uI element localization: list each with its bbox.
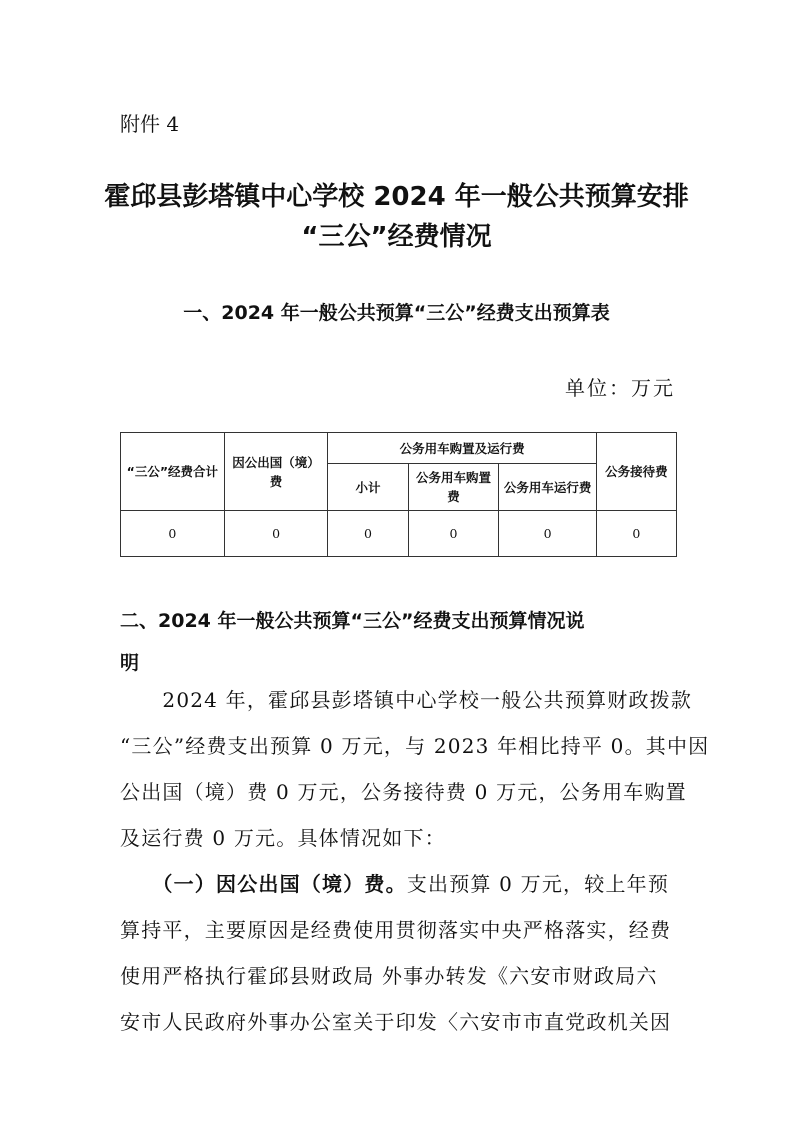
paragraph-line: 算持平，主要原因是经费使用贯彻落实中央严格落实，经费	[120, 918, 672, 942]
paragraph-line: 公出国（境）费 0 万元，公务接待费 0 万元，公务用车购置	[120, 780, 687, 804]
section2-heading-line-1: 二、2024 年一般公共预算“三公”经费支出预算情况说	[120, 610, 585, 632]
subsection-lead: （一）因公出国（境）费。	[120, 872, 407, 896]
section2-heading-line-2: 明	[120, 652, 140, 674]
value-total: 0	[121, 511, 225, 557]
paragraph-line: “三公”经费支出预算 0 万元，与 2023 年相比持平 0。其中因	[120, 734, 710, 758]
paragraph-line: 安市人民政府外事办公室关于印发〈六安市市直党政机关因	[120, 1010, 672, 1034]
table-row	[121, 511, 677, 557]
header-total: “三公”经费合计	[121, 433, 225, 511]
paragraph-line: 使用严格执行霍邱县财政局 外事办转发《六安市财政局六	[120, 964, 658, 988]
value-reception: 0	[596, 511, 676, 557]
header-reception: 公务接待费	[596, 433, 676, 511]
paragraph-line	[120, 868, 669, 897]
header-subtotal: 小计	[328, 464, 408, 511]
header-operation: 公务用车运行费	[499, 464, 596, 511]
value-subtotal: 0	[328, 511, 408, 557]
header-abroad: 因公出国（境）费	[224, 433, 328, 511]
value-abroad: 0	[224, 511, 328, 557]
header-purchase: 公务用车购置费	[408, 464, 499, 511]
paragraph-line: 及运行费 0 万元。具体情况如下：	[120, 826, 446, 850]
unit-label: 单位：万元	[565, 376, 675, 400]
value-purchase: 0	[408, 511, 499, 557]
value-operation: 0	[499, 511, 596, 557]
paragraph-text: 支出预算 0 万元，较上年预	[406, 872, 670, 896]
budget-table	[120, 432, 677, 557]
section1-heading: 一、2024 年一般公共预算“三公”经费支出预算表	[183, 302, 610, 324]
attachment-label: 附件 4	[120, 112, 180, 136]
document-title-line-1: 霍邱县彭塔镇中心学校 2024 年一般公共预算安排	[104, 182, 689, 212]
paragraph-line: 2024 年，霍邱县彭塔镇中心学校一般公共预算财政拨款	[120, 688, 693, 712]
document-title-line-2: “三公”经费情况	[301, 222, 492, 252]
header-vehicle: 公务用车购置及运行费	[328, 433, 596, 464]
